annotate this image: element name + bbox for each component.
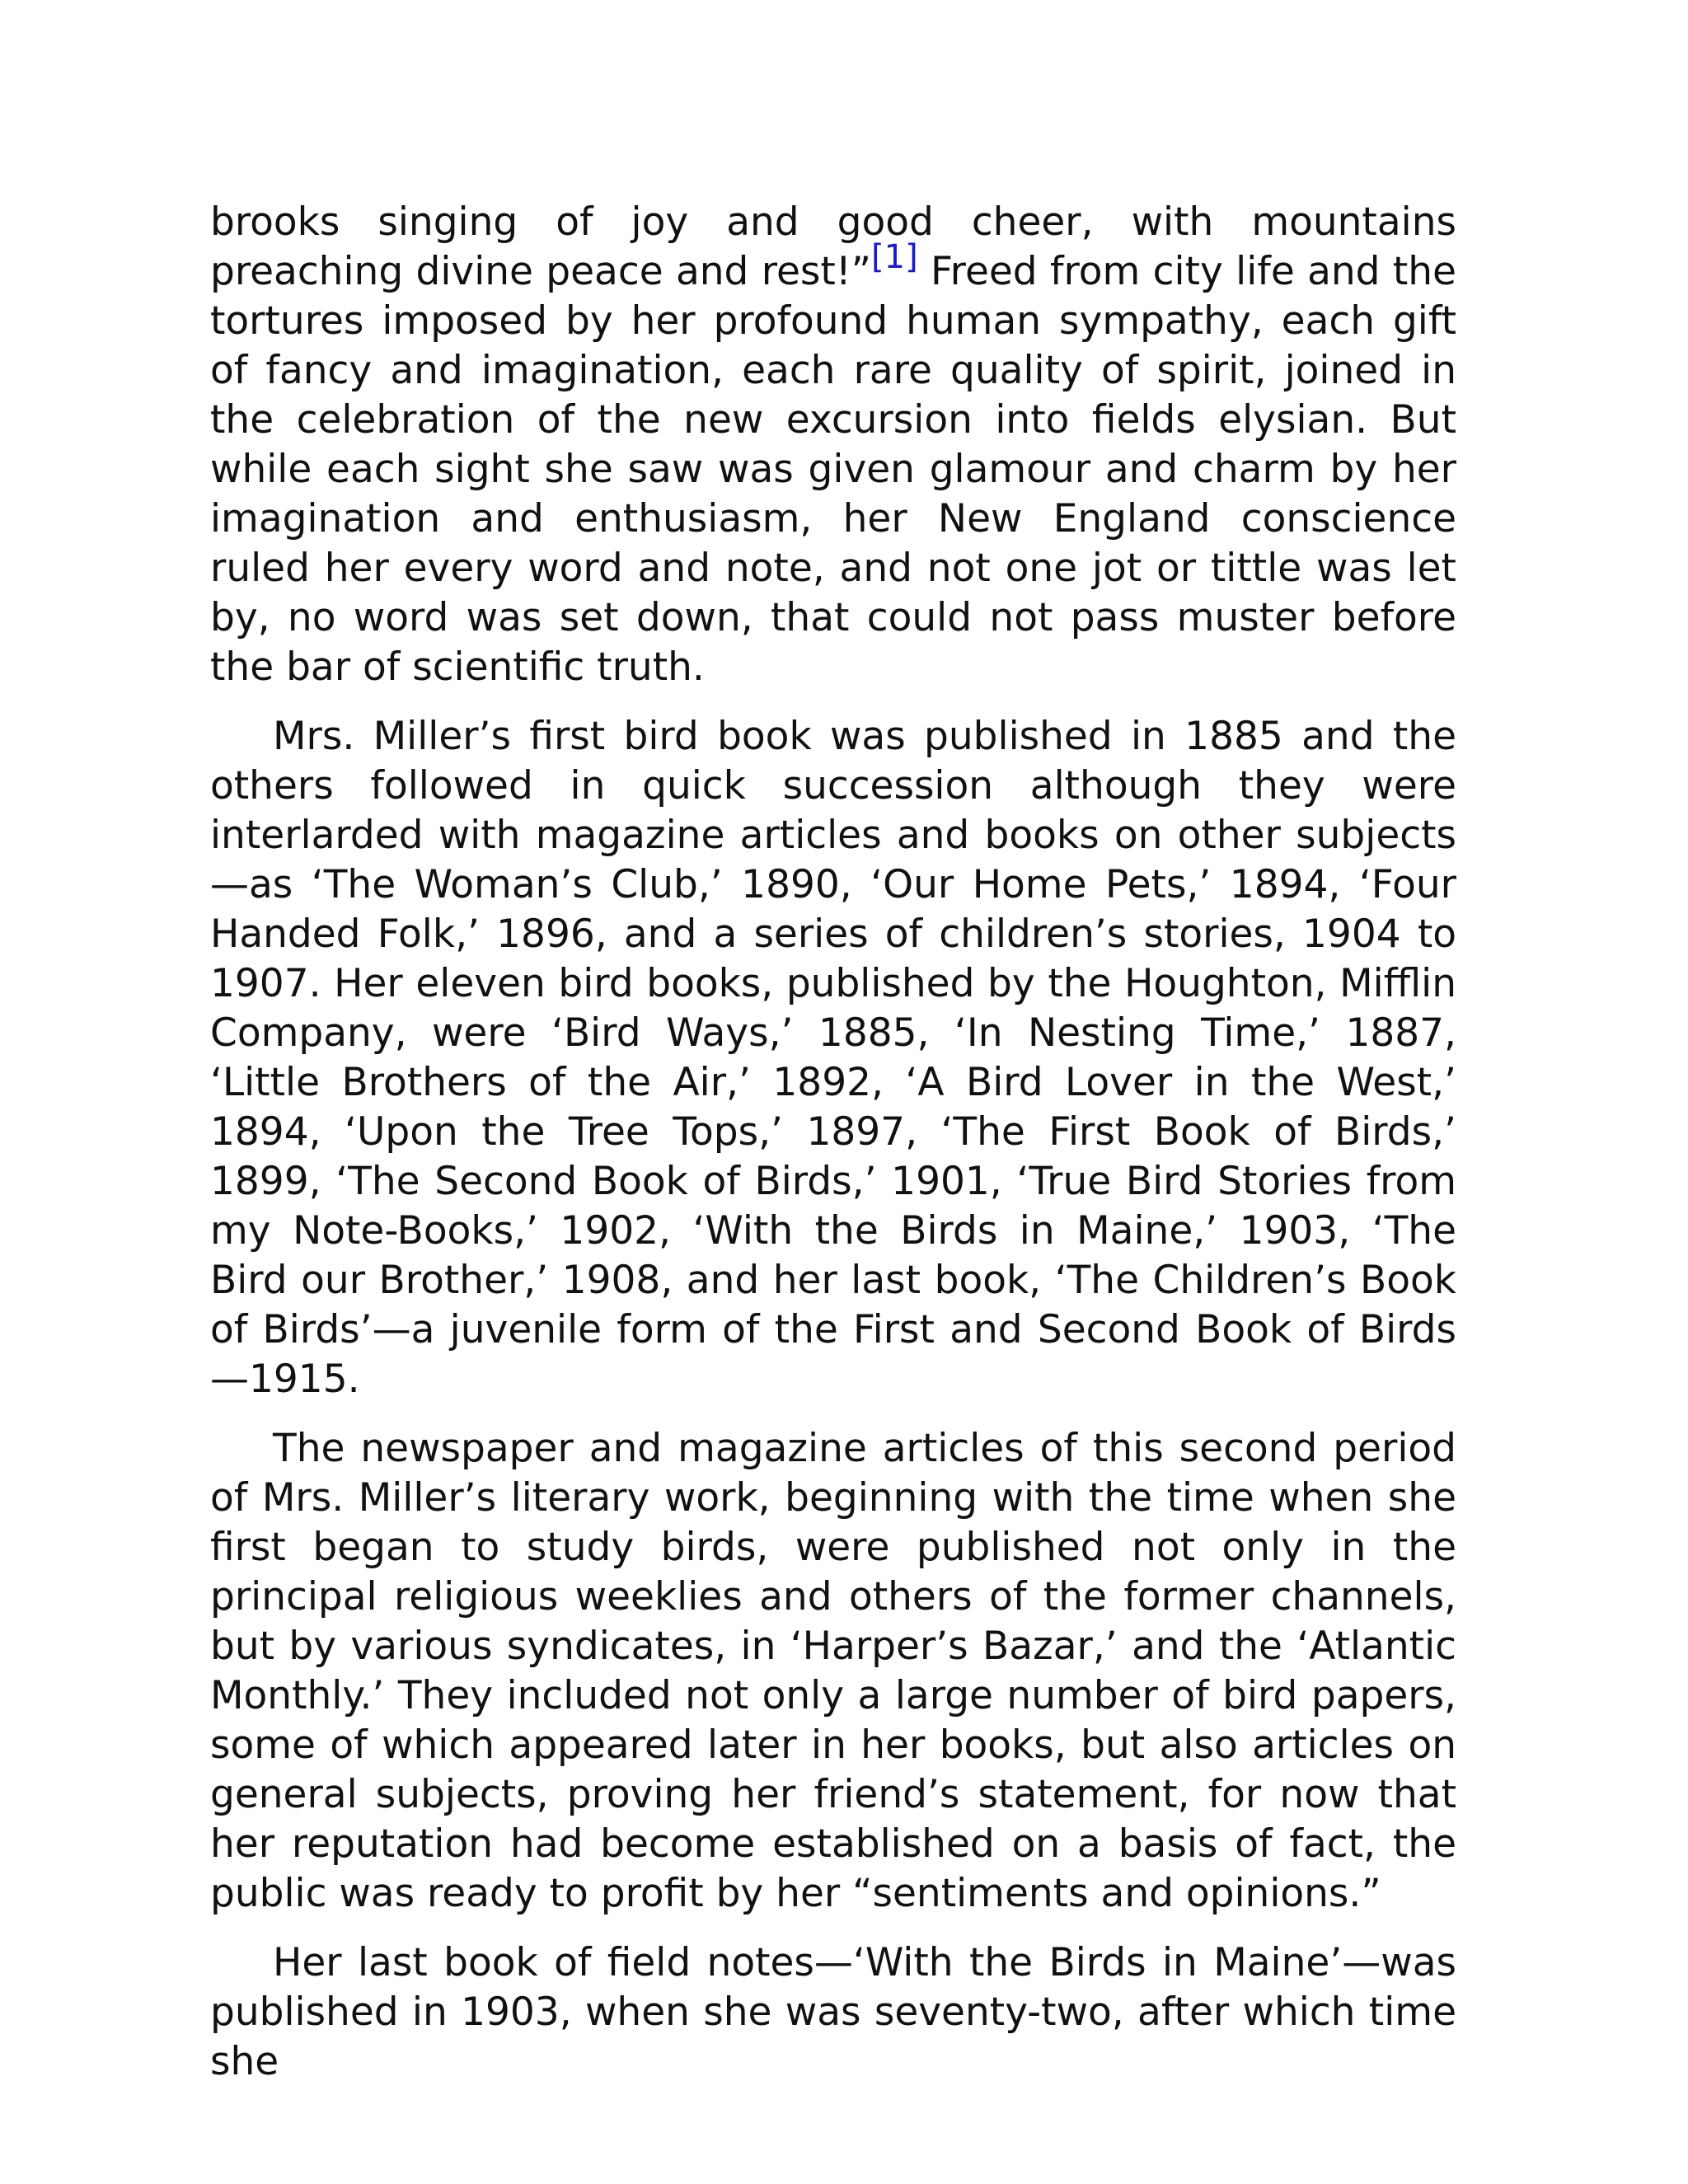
paragraph-last-book: Her last book of field notes—‘With the Birds in Maine’—was published in 1903, when she was seventy-two, after which time she [210, 1940, 1456, 2084]
paragraph-magazine-articles: The newspaper and magazine articles of this second period of Mrs. Miller’s literary work, beginning with the time when she first began to study birds, were published not only in the principal religious weeklies and others of the former channels, but by various syndicates, in ‘Harper’s Bazar,’ and the ‘Atlantic Monthly.’ They included not only a large number of bird papers, some of which appeared later in her books, but also articles on general subjects, proving her friend’s statement, for now that her reputation had become established on a basis of fact, the public was ready to profit by her “sentiments and opinions.” [210, 1426, 1456, 1916]
paragraph-continuation [210, 198, 1456, 692]
paragraph-text: Freed from city life and the tortures imposed by her profound human sympathy, each gift of fancy and imagination, each rare quality of spirit, joined in the celebration of the new excursion into fields elysian. But while each sight she saw was given glamour and charm by her imagination and enthusiasm, her New England conscience ruled her every word and note, and not one jot or tittle was let by, no word was set down, that could not pass muster before the bar of scientific truth. [210, 249, 1456, 690]
paragraph-text: brooks singing of joy and good cheer, with mountains preaching divine peace and rest!” [210, 199, 1456, 294]
footnote-reference-link[interactable]: [1] [871, 238, 918, 276]
paragraph-bird-books: Mrs. Miller’s first bird book was published in 1885 and the others followed in quick succession although they were interlarded with magazine articles and books on other subjects—as ‘The Woman’s Club,’ 1890, ‘Our Home Pets,’ 1894, ‘Four Handed Folk,’ 1896, and a series of children’s stories, 1904 to 1907. Her eleven bird books, published by the Houghton, Mifflin Company, were ‘Bird Ways,’ 1885, ‘In Nesting Time,’ 1887, ‘Little Brothers of the Air,’ 1892, ‘A Bird Lover in the West,’ 1894, ‘Upon the Tree Tops,’ 1897, ‘The First Book of Birds,’ 1899, ‘The Second Book of Birds,’ 1901, ‘True Bird Stories from my Note-Books,’ 1902, ‘With the Birds in Maine,’ 1903, ‘The Bird our Brother,’ 1908, and her last book, ‘The Children’s Book of Birds’—a juvenile form of the First and Second Book of Birds—1915. [210, 714, 1456, 1402]
page-body [210, 198, 1456, 2107]
